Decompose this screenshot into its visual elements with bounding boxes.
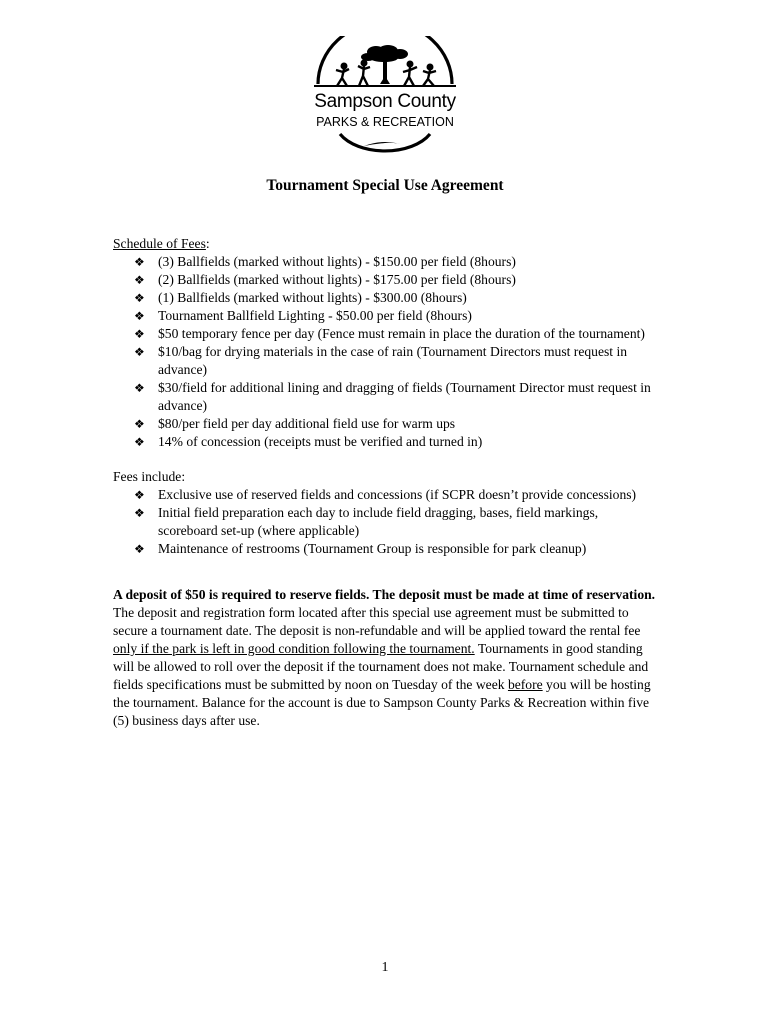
deposit-condition-underlined: only if the park is left in good condition following the tournament. (113, 641, 475, 656)
list-item: ❖ $50 temporary fence per day (Fence must remain in place the duration of the tournament) (134, 326, 645, 341)
schedule-list (113, 253, 658, 451)
diamond-bullet-icon: ❖ (134, 255, 145, 269)
sampson-county-logo (306, 36, 464, 164)
document-title: Tournament Special Use Agreement (266, 177, 504, 194)
list-item: ❖ (1) Ballfields (marked without lights) - $300.00 (8hours) (134, 290, 467, 305)
diamond-bullet-icon: ❖ (134, 506, 145, 520)
list-item: ❖ Initial field preparation each day to include field dragging, bases, field markings, scoreboard set-up (where applicable) (134, 505, 599, 538)
diamond-bullet-icon: ❖ (134, 542, 145, 556)
list-item: ❖ Exclusive use of reserved fields and concessions (if SCPR doesn’t provide concessions) (134, 487, 637, 502)
diamond-bullet-icon: ❖ (134, 327, 145, 341)
diamond-bullet-icon: ❖ (134, 309, 145, 323)
diamond-bullet-icon: ❖ (134, 435, 145, 449)
schedule-heading: Schedule of Fees: (113, 236, 210, 251)
page-number: 1 (381, 960, 389, 975)
list-item: ❖ $80/per field per day additional field use for warm ups (134, 416, 456, 431)
diamond-bullet-icon: ❖ (134, 345, 145, 359)
list-item: ❖ Tournament Ballfield Lighting - $50.00 per field (8hours) (134, 308, 472, 323)
logo-name-line1: Sampson County (314, 91, 456, 112)
diamond-bullet-icon: ❖ (134, 273, 145, 287)
diamond-bullet-icon: ❖ (134, 417, 145, 431)
list-item: ❖ (3) Ballfields (marked without lights) - $150.00 per field (8hours) (134, 254, 516, 269)
list-item: ❖ (2) Ballfields (marked without lights) - $175.00 per field (8hours) (134, 272, 516, 287)
wave-icon (364, 142, 406, 146)
diamond-bullet-icon: ❖ (134, 488, 145, 502)
diamond-bullet-icon: ❖ (134, 381, 145, 395)
document-body (113, 235, 658, 730)
diamond-bullet-icon: ❖ (134, 291, 145, 305)
list-item: ❖ 14% of concession (receipts must be verified and turned in) (134, 434, 483, 449)
fees-include-heading: Fees include: (113, 469, 186, 484)
deposit-bold-text: A deposit of $50 is required to reserve fields. The deposit must be made at time of reservation. (113, 587, 656, 602)
fees-include-list (113, 486, 658, 558)
tree-icon (361, 45, 408, 84)
logo-name-line2: PARKS & RECREATION (316, 115, 454, 129)
list-item: ❖ $10/bag for drying materials in the case of rain (Tournament Directors must request in advance) (134, 344, 628, 377)
deposit-before-underlined: before (507, 677, 543, 692)
list-item: ❖ Maintenance of restrooms (Tournament Group is responsible for park cleanup) (134, 541, 587, 556)
deposit-paragraph: A deposit of $50 is required to reserve fields. The deposit must be made at time of reservation. The deposit and registration form located after this special use agreement must be submitted to secure a tournament date. The deposit is non-refundable and will be applied toward the rental fee only if the park is left in good condition following the tournament. Tournaments in good standing will be allowed to roll over the deposit if the tournament does not make. Tournament schedule and fields specifications must be submitted by noon on Tuesday of the week before you will be hosting the tournament. Balance for the account is due to Sampson County Parks & Recreation within five (5) business days after use. (113, 587, 656, 728)
list-item: ❖ $30/field for additional lining and dragging of fields (Tournament Director must request in advance) (134, 380, 651, 413)
